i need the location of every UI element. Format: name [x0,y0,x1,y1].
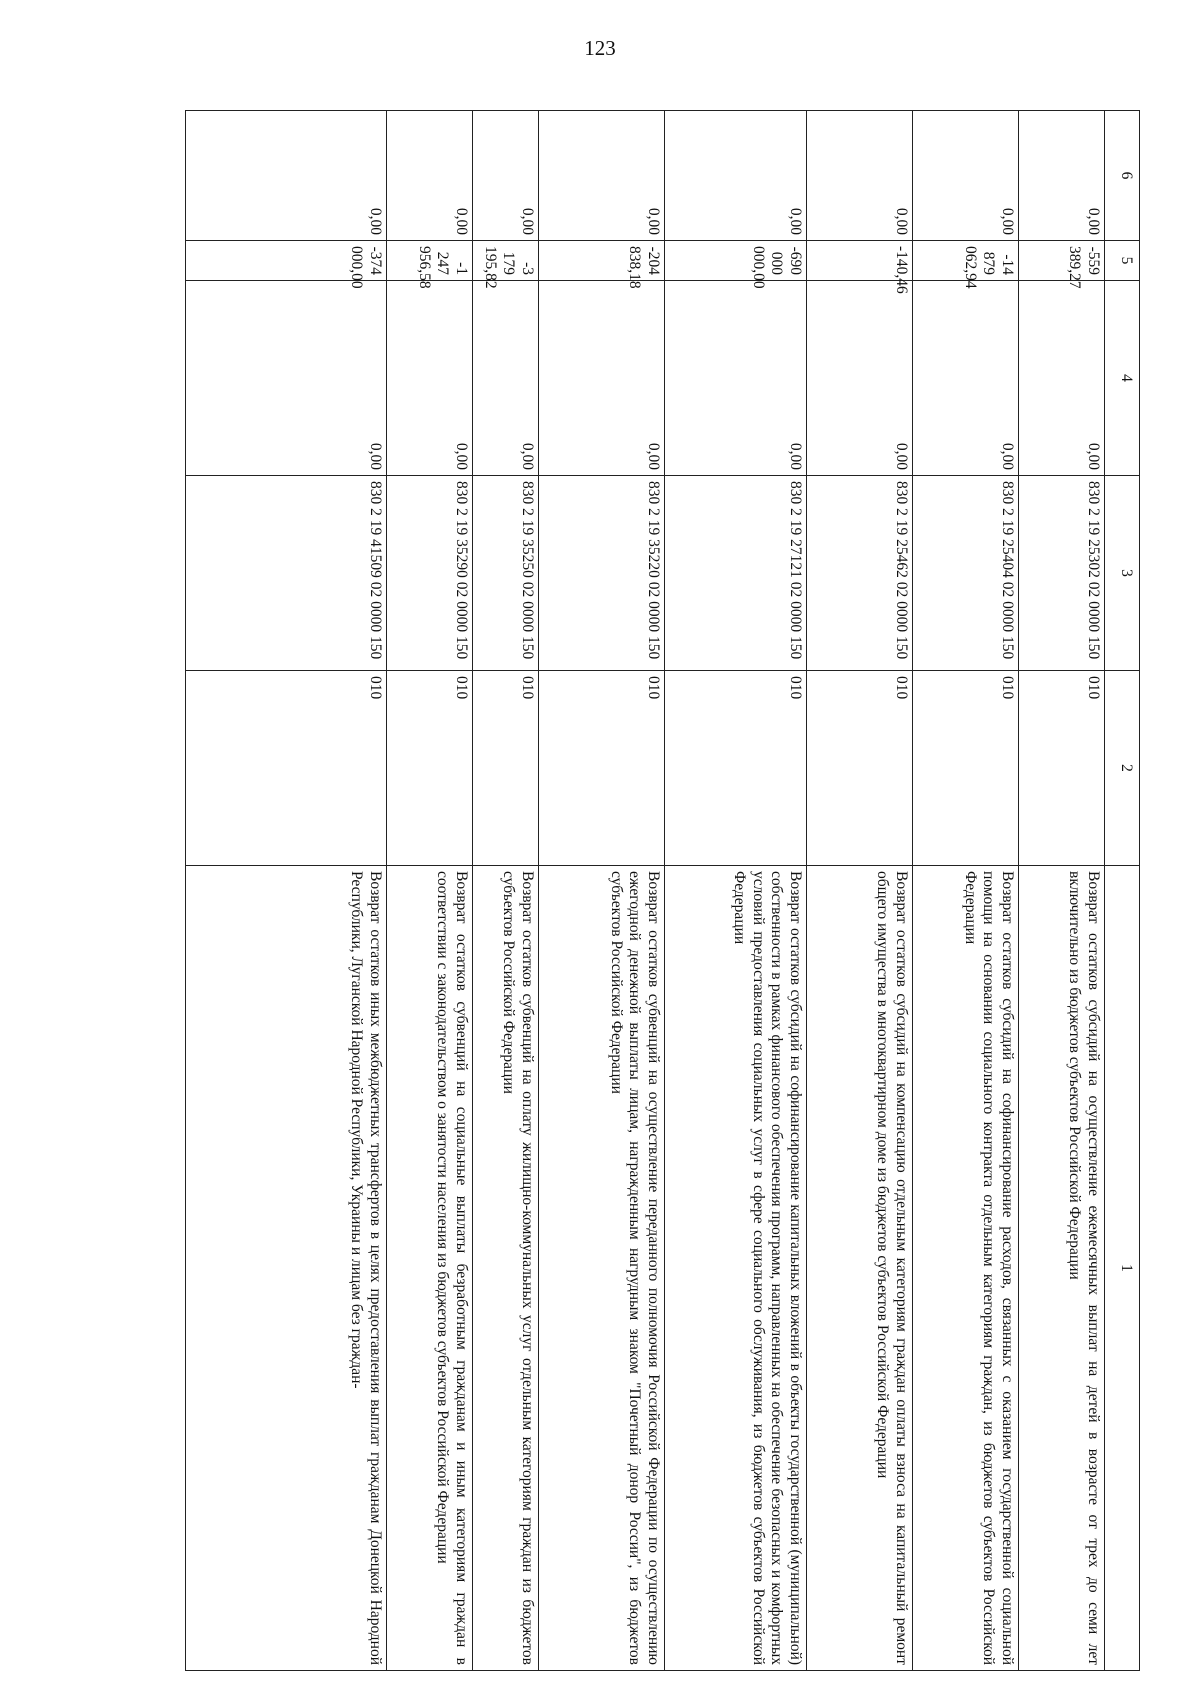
cell-col6: 0,00 [807,111,913,241]
cell-kbk: 830 2 19 25462 02 0000 150 [807,476,913,671]
table-row [807,111,913,1671]
table-row [1019,111,1105,1671]
cell-code: 010 [473,671,539,866]
column-header-3: 4 [1105,281,1140,476]
cell-code: 010 [186,671,387,866]
cell-col5: -3 179 195,82 [473,241,539,281]
rotated-table-container [185,110,1140,1670]
cell-col6: 0,00 [186,111,387,241]
cell-col6: 0,00 [473,111,539,241]
column-header-4: 3 [1105,476,1140,671]
cell-description: Возврат остатков субсидий на софинансирование расходов, связанных с оказанием государственной социальной помощи на основании социального контракта отдельным категориям граждан, из бюджетов субъектов Российской Федерации [913,866,1019,1671]
cell-col4: 0,00 [186,281,387,476]
cell-col6: 0,00 [665,111,807,241]
cell-col5: -690 000 000,00 [665,241,807,281]
cell-col4: 0,00 [1019,281,1105,476]
header-row [1105,111,1140,1671]
cell-col5: -14 879 062,94 [913,241,1019,281]
column-header-1: 6 [1105,111,1140,241]
column-header-6: 1 [1105,866,1140,1671]
cell-col4: 0,00 [539,281,665,476]
cell-description: Возврат остатков субсидий на софинансирование капитальных вложений в объекты государственной (муниципальной) собственности в рамках финансового обеспечения программ, направленных на обеспечение безопасных и комфортных условий предоставления социальных услуг в сфере социального обслуживания, из бюджетов субъектов Российской Федерации [665,866,807,1671]
cell-col6: 0,00 [539,111,665,241]
cell-col6: 0,00 [1019,111,1105,241]
column-header-2: 5 [1105,241,1140,281]
cell-code: 010 [387,671,473,866]
cell-code: 010 [665,671,807,866]
budget-table [185,110,1140,1671]
column-header-5: 2 [1105,671,1140,866]
page-number: 123 [584,36,616,60]
cell-kbk: 830 2 19 35250 02 0000 150 [473,476,539,671]
table-row [186,111,387,1671]
cell-kbk: 830 2 19 35220 02 0000 150 [539,476,665,671]
cell-col4: 0,00 [665,281,807,476]
cell-code: 010 [539,671,665,866]
cell-code: 010 [807,671,913,866]
cell-col4: 0,00 [913,281,1019,476]
table-row [665,111,807,1671]
cell-code: 010 [1019,671,1105,866]
cell-col4: 0,00 [387,281,473,476]
table-row [473,111,539,1671]
cell-kbk: 830 2 19 35290 02 0000 150 [387,476,473,671]
cell-col6: 0,00 [387,111,473,241]
cell-description: Возврат остатков субвенций на социальные выплаты безработным гражданам и иным категориям граждан в соответствии с законодательством о занятости населения из бюджетов субъектов Российской Федерации [387,866,473,1671]
cell-kbk: 830 2 19 25404 02 0000 150 [913,476,1019,671]
cell-description: Возврат остатков субсидий на осуществление ежемесячных выплат на детей в возрасте от трех до семи лет включительно из бюджетов субъектов Российской Федерации [1019,866,1105,1671]
table-body [186,111,1105,1671]
cell-col5: -140,46 [807,241,913,281]
table-row [913,111,1019,1671]
cell-description: Возврат остатков субвенций на осуществление переданного полномочия Российской Федерации по осуществлению ежегодной денежной выплаты лицам, награжденным нагрудным знаком "Почетный донор России", из бюджетов субъектов Российской Федерации [539,866,665,1671]
cell-col5: -204 838,18 [539,241,665,281]
cell-col5: -374 000,00 [186,241,387,281]
cell-description: Возврат остатков иных межбюджетных трансфертов в целях предоставления выплат гражданам Донецкой Народной Республики, Луганской Народной Республики, Украины и лицам без граждан- [186,866,387,1671]
cell-kbk: 830 2 19 41509 02 0000 150 [186,476,387,671]
cell-col6: 0,00 [913,111,1019,241]
cell-kbk: 830 2 19 25302 02 0000 150 [1019,476,1105,671]
cell-col5: -559 389,27 [1019,241,1105,281]
table-row [539,111,665,1671]
cell-col5: -1 247 956,58 [387,241,473,281]
cell-col4: 0,00 [473,281,539,476]
cell-kbk: 830 2 19 27121 02 0000 150 [665,476,807,671]
cell-description: Возврат остатков субвенций на оплату жилищно-коммунальных услуг отдельным категориям граждан из бюджетов субъектов Российской Федерации [473,866,539,1671]
cell-code: 010 [913,671,1019,866]
table-row [387,111,473,1671]
cell-description: Возврат остатков субсидий на компенсацию отдельным категориям граждан оплаты взноса на капитальный ремонт общего имущества в многоквартирном доме из бюджетов субъектов Российской Федерации [807,866,913,1671]
cell-col4: 0,00 [807,281,913,476]
